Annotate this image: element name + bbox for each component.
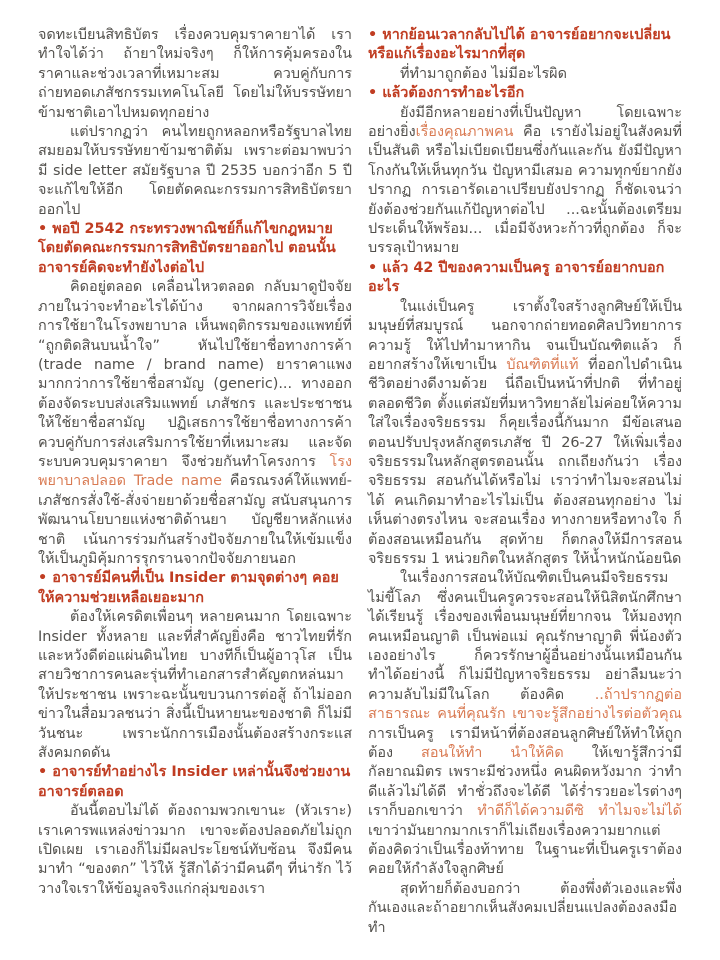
interview-question-heading bbox=[368, 259, 682, 298]
text-run: เขาว่ามันยากมากเราก็ไม่เถียงเรื่องความยากแต่ต้องคิดว่าเป็นเรื่องท้าทาย ในฐานะที่เป็นครูเราต้องคอยให้กำลังใจลูกศิษย์ bbox=[368, 822, 682, 878]
text-run: • แล้ว 42 ปีของความเป็นครู อาจารย์อยากบอกอะไร bbox=[368, 259, 665, 296]
text-run: ให้เขารู้สึกว่ามีกัลยาณมิตร เพราะมีช่วงหนึ่ง คนผิดหวังมาก ว่าทำดีแล้วไม่ได้ดี ทำชั่วถึงจะได้ดี ได้ร่ำรวยอะไรต่างๆ เราก็บอกเขาว่า bbox=[368, 745, 683, 820]
text-run: สุดท้ายก็ต้องบอกว่า ต้องพึ่งตัวเองและพึ่งกันเองและถ้าอยากเห็นสังคมเปลี่ยนแปลงต้องลงมือทำ bbox=[368, 880, 682, 936]
text-run: • อาจารย์มีคนที่เป็น Insider ตามจุดต่างๆ คอยให้ความช่วยเหลือเยอะมาก bbox=[38, 570, 339, 606]
text-run: คิดอยู่ตลอด เคลื่อนไหวตลอด กลับมาดูปัจจัยภายในว่าจะทำอะไรได้บ้าง จากผลการวิจัยเรื่องการใช้ยาในโรงพยาบาล เห็นพฤติกรรมของแพทย์ที่ “ถูกติดสินบนน้ำใจ” หันไปใช้ยาชื่อทางการค้า (trade name / brand name) ยาราคาแพง มากกว่าการใช้ยาชื่อสามัญ (generic)... ทางออกต้องจัดระบบส่งเสริมแพทย์ เภสัชกร และประชาชนให้ใช้ยาชื่อสามัญ ปฏิเสธการใช้ยาชื่อทางการค้า ควบคู่กับการส่งเสริมการใช้ยาที่เหมาะสม และจัดระบบควบคุมราคายา จึงช่วยกันทำโครงการ bbox=[38, 279, 352, 470]
right-column bbox=[368, 26, 682, 938]
interview-question-heading bbox=[38, 220, 352, 278]
text-run: จดทะเบียนสิทธิบัตร เรื่องควบคุมราคายาได้ เราทำใจได้ว่า ถ้ายาใหม่จริงๆ ก็ให้การคุ้มครองในราคาและช่วงเวลาที่เหมาะสม ควบคู่กับการถ่ายทอดเภสัชกรรมเทคโนโลยี โดยไม่ให้บรรษัทยาข้ามชาติเอาไปหมดทุกอย่าง bbox=[38, 27, 352, 121]
text-run: คือรณรงค์ให้แพทย์-เภสัชกรสั่งใช้-สั่งจ่ายยาด้วยชื่อสามัญ สนับสนุนการพัฒนานโยบายแห่งชาติด้านยา บัญชียาหลักแห่งชาติ เน้นการร่วมกันสร้างปัจจัยภายในให้เข้มแข็ง ให้เป็นภูมิคุ้มการรุกรานจากปัจจัยภายนอก bbox=[38, 473, 352, 567]
accent-text-run: บัณฑิตที่แท้ bbox=[506, 356, 579, 373]
text-run: ในแง่เป็นครู เราตั้งใจสร้างลูกศิษย์ให้เป็นมนุษย์ที่สมบูรณ์ นอกจากถ่ายทอดศิลปวิทยาการความรู้ ให้ไปทำมาหากิน จนเป็นบัณฑิตแล้ว ก็อยากสร้างให้เขาเป็น bbox=[368, 298, 682, 373]
interview-question-heading bbox=[368, 84, 682, 103]
paragraph bbox=[38, 608, 352, 763]
text-run: ที่ทำมาถูกต้อง ไม่มีอะไรผิด bbox=[400, 65, 567, 82]
text-run: ที่ออกไปดำเนินชีวิตอย่างดีงามด้วย นี่ถือเป็นหน้าที่ปกติ ที่ทำอยู่ตลอดชีวิต ตั้งแต่สมัยที่มหาวิทยาลัยไม่ค่อยให้ความใส่ใจเรื่องจริยธรรม ก็คุยเรื่องนี้กันมาก มีข้อเสนอตอนปรับปรุงหลักสูตรเภสัช ปี 26-27 ให้เพิ่มเรื่องจริยธรรมในหลักสูตรตอนนั้น ถกเถียงกันว่า เรื่องจริยธรรม สอนกันได้หรือไม่ เราว่าทำไมจะสอนไม่ได้ คนเกิดมาทำอะไรไม่เป็น ต้องสอนทุกอย่าง ไม่เห็นต่างตรงไหน จะสอนเรื่อง ทางกายหรือทางใจ ก็ต้องสอนเหมือนกัน สุดท้าย ก็ตกลงให้มีการสอนจริยธรรม 1 หน่วยกิตในหลักสูตร ให้น้ำหนักน้อยนิด bbox=[368, 356, 682, 567]
text-run: แต่ปรากฏว่า คนไทยถูกหลอกหรือรัฐบาลไทยสมยอมให้บรรษัทยาข้ามชาติต้ม เพราะต่อมาพบว่ามี side letter สมัยรัฐบาล ปี 2535 บอกว่าอีก 5 ปีจะแก้ไขให้อีก โดยตัดคณะกรรมการสิทธิบัตรยาออกไป bbox=[38, 124, 352, 218]
accent-text-run: เรื่องคุณภาพคน bbox=[415, 124, 514, 141]
accent-text-run: ทำดีก็ได้ความดีซิ ทำไมจะไม่ได้ bbox=[477, 803, 682, 820]
left-column bbox=[38, 26, 352, 899]
paragraph bbox=[368, 569, 682, 880]
paragraph bbox=[38, 26, 352, 123]
two-column-layout bbox=[38, 26, 682, 938]
text-run: ยังมีอีกหลายอย่างที่เป็นปัญหา โดยเฉพาะอย่างยิ่ง bbox=[368, 104, 682, 141]
text-run: ในเรื่องการสอนให้บัณฑิตเป็นคนมีจริยธรรม ไม่ขี้โลภ ซึ่งคนเป็นครูควรจะสอนให้นิสิตนักศึกษาได้เรียนรู้ เรื่องของเพื่อนมนุษย์ที่ยากจน ให้มองทุกคนเหมือนญาติ เป็นพ่อแม่ คุณรักษาญาติ พี่น้องตัวเองอย่างไร ก็ควรรักษาผู้อื่นอย่างนั้นเหมือนกัน ทำได้อย่างนี้ ก็ไม่มีปัญหาจริยธรรม อย่าลืมนะว่าความลับไม่มีในโลก ต้องคิด bbox=[368, 570, 682, 703]
text-run: • พอปี 2542 กระทรวงพาณิชย์ก็แก้ไขกฎหมาย โดยตัดคณะกรรมการสิทธิบัตรยาออกไป ตอนนั้นอาจารย์คิดจะทำยังไงต่อไป bbox=[38, 221, 336, 276]
text-run: คือ เรายังไม่อยู่ในสังคมที่เป็นสันติ หรือไม่เบียดเบียนซึ่งกันและกัน ยังมีปัญหาโกงกันให้เห็นทุกวัน ปัญหามีเสมอ ความทุกข์ยากยังปรากฏ การเอารัดเอาเปรียบยังปรากฏ ก็ชัดเจนว่ายังต้องช่วยกันแก้ปัญหาต่อไป ...ฉะนั้นต้องเตรียมประเด็นให้พร้อม... เมื่อมีจังหวะก้าวที่ถูกต้อง ก็จะบรรลุเป้าหมาย bbox=[368, 124, 682, 257]
text-run: • แล้วต้องการทำอะไรอีก bbox=[368, 85, 525, 102]
paragraph bbox=[368, 880, 682, 938]
paragraph bbox=[38, 123, 352, 220]
text-run: การเป็นครู เรามีหน้าที่ต้องสอนลูกศิษย์ให้ทำให้ถูกต้อง bbox=[368, 725, 682, 762]
text-run: • หากย้อนเวลากลับไปได้ อาจารย์อยากจะเปลี่ยนหรือแก้เรื่องอะไรมากที่สุด bbox=[368, 27, 671, 63]
text-run: อันนี้ตอบไม่ได้ ต้องถามพวกเขานะ (หัวเราะ) เราเคารพแหล่งข่าวมาก เขาจะต้องปลอดภัยไม่ถูกเปิดเผย เราเองก็ไม่มีผลประโยชน์ทับซ้อน จึงมีคนมาทำ “ของตก” ไว้ให้ รู้สึกได้ว่ามีคนดีๆ ที่น่ารัก ไว้วางใจเราให้ข้อมูลจริงแก่กลุ่มของเรา bbox=[38, 803, 352, 897]
accent-text-run: สอนให้ทำ นำให้คิด bbox=[421, 745, 564, 762]
interview-question-heading bbox=[38, 763, 352, 802]
paragraph bbox=[38, 802, 352, 899]
interview-question-heading bbox=[38, 569, 352, 608]
text-run: • อาจารย์ทำอย่างไร Insider เหล่านั้นจึงช่วยงานอาจารย์ตลอด bbox=[38, 764, 351, 800]
paragraph bbox=[368, 104, 682, 259]
paragraph bbox=[368, 65, 682, 84]
accent-text-run: ..ถ้าปรากฏต่อสาธารณะ คนที่คุณรัก เขาจะรู้สึกอย่างไรต่อตัวคุณ bbox=[368, 686, 682, 723]
paragraph bbox=[38, 278, 352, 569]
accent-text-run: โรงพยาบาลปลอด Trade name bbox=[38, 453, 352, 490]
paragraph bbox=[368, 298, 682, 570]
text-run: ต้องให้เครดิตเพื่อนๆ หลายคนมาก โดยเฉพาะ Insider ทั้งหลาย และที่สำคัญยิ่งคือ ชาวไทยที่รักและหวังดีต่อแผ่นดินไทย บางทีก็เป็นผู้อาวุโส เป็นสายวิชาการคนละรุ่นที่ทำเอกสารสำคัญตกหล่นมาให้ประชาชน เพราะฉะนั้นขบวนการต่อสู้ ถ้าไม่ออกข่าวในสื่อมวลชนว่า สิ่งนี้เป็นหายนะของชาติ ก็ไม่มีวันชนะ เพราะนักการเมืองนั้นต้องสร้างกระแสสังคมกดดัน bbox=[38, 609, 352, 762]
interview-question-heading bbox=[368, 26, 682, 65]
